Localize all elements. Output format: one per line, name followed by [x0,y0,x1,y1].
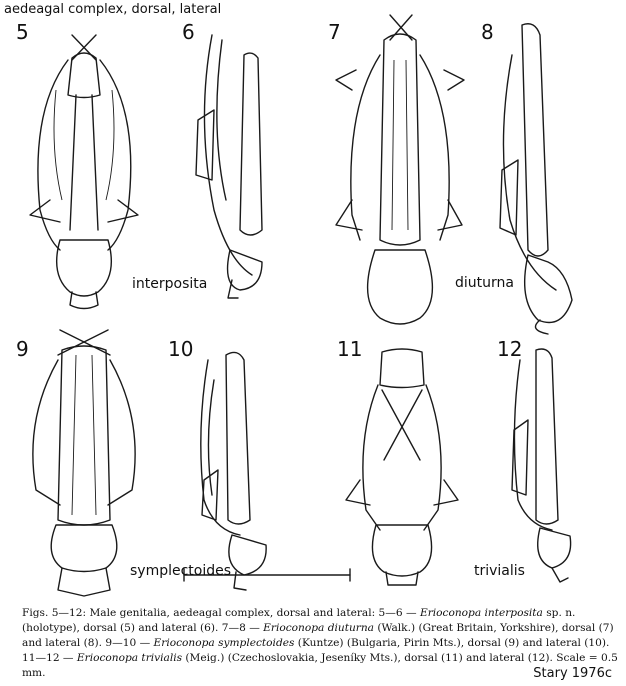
drawing-fig11-dorsal [346,349,458,585]
caption-species-3: Erioconopa symplectoides [153,637,295,649]
caption-species-2: Erioconopa diuturna [263,622,374,634]
figure-number-11: 11 [337,337,363,361]
drawing-fig12-lateral [512,349,571,582]
caption-species-1: Erioconopa interposita [419,607,543,619]
figure-number-10: 10 [168,337,194,361]
species-label-trivialis: trivialis [474,563,525,579]
figure-number-6: 6 [182,20,195,44]
figure-header: aedeagal complex, dorsal, lateral [4,2,222,17]
figure-number-5: 5 [16,20,29,44]
figure-number-9: 9 [16,337,29,361]
figure-number-8: 8 [481,20,494,44]
species-label-symplectoides: symplectoides [130,563,232,579]
credit-label: Stary 1976c [533,666,612,681]
species-label-interposita: interposita [132,276,208,292]
drawing-fig10-lateral [184,352,350,590]
caption-part-2: sp. n. (holotype), dorsal (5) and lateral (6). 7—8 — [22,607,576,634]
drawing-fig5-dorsal [30,35,138,309]
figure-number-12: 12 [497,337,523,361]
caption-species-4: Erioconopa trivialis [76,652,183,664]
caption-part-3: (Walk.) (Great Britain, Yorkshire), dorsal (7) and lateral (8). 9—10 — [22,622,614,649]
figure-caption [22,606,622,681]
drawing-fig9-dorsal [33,330,135,596]
drawing-fig7-dorsal [336,15,464,324]
species-label-diuturna: diuturna [455,275,514,291]
drawing-fig6-lateral [196,35,262,298]
figure-number-7: 7 [328,20,341,44]
caption-part-4: (Kuntze) (Bulgaria, Pirin Mts.), dorsal (9) and lateral (10). 11—12 — [22,637,610,664]
caption-part-1: Figs. 5—12: Male genitalia, aedeagal complex, dorsal and lateral: 5—6 — [22,607,420,619]
caption-part-5: (Meig.) (Czechoslovakia, Jeseníky Mts.), dorsal (11) and lateral (12). Scale = 0.5 mm. [22,652,618,679]
